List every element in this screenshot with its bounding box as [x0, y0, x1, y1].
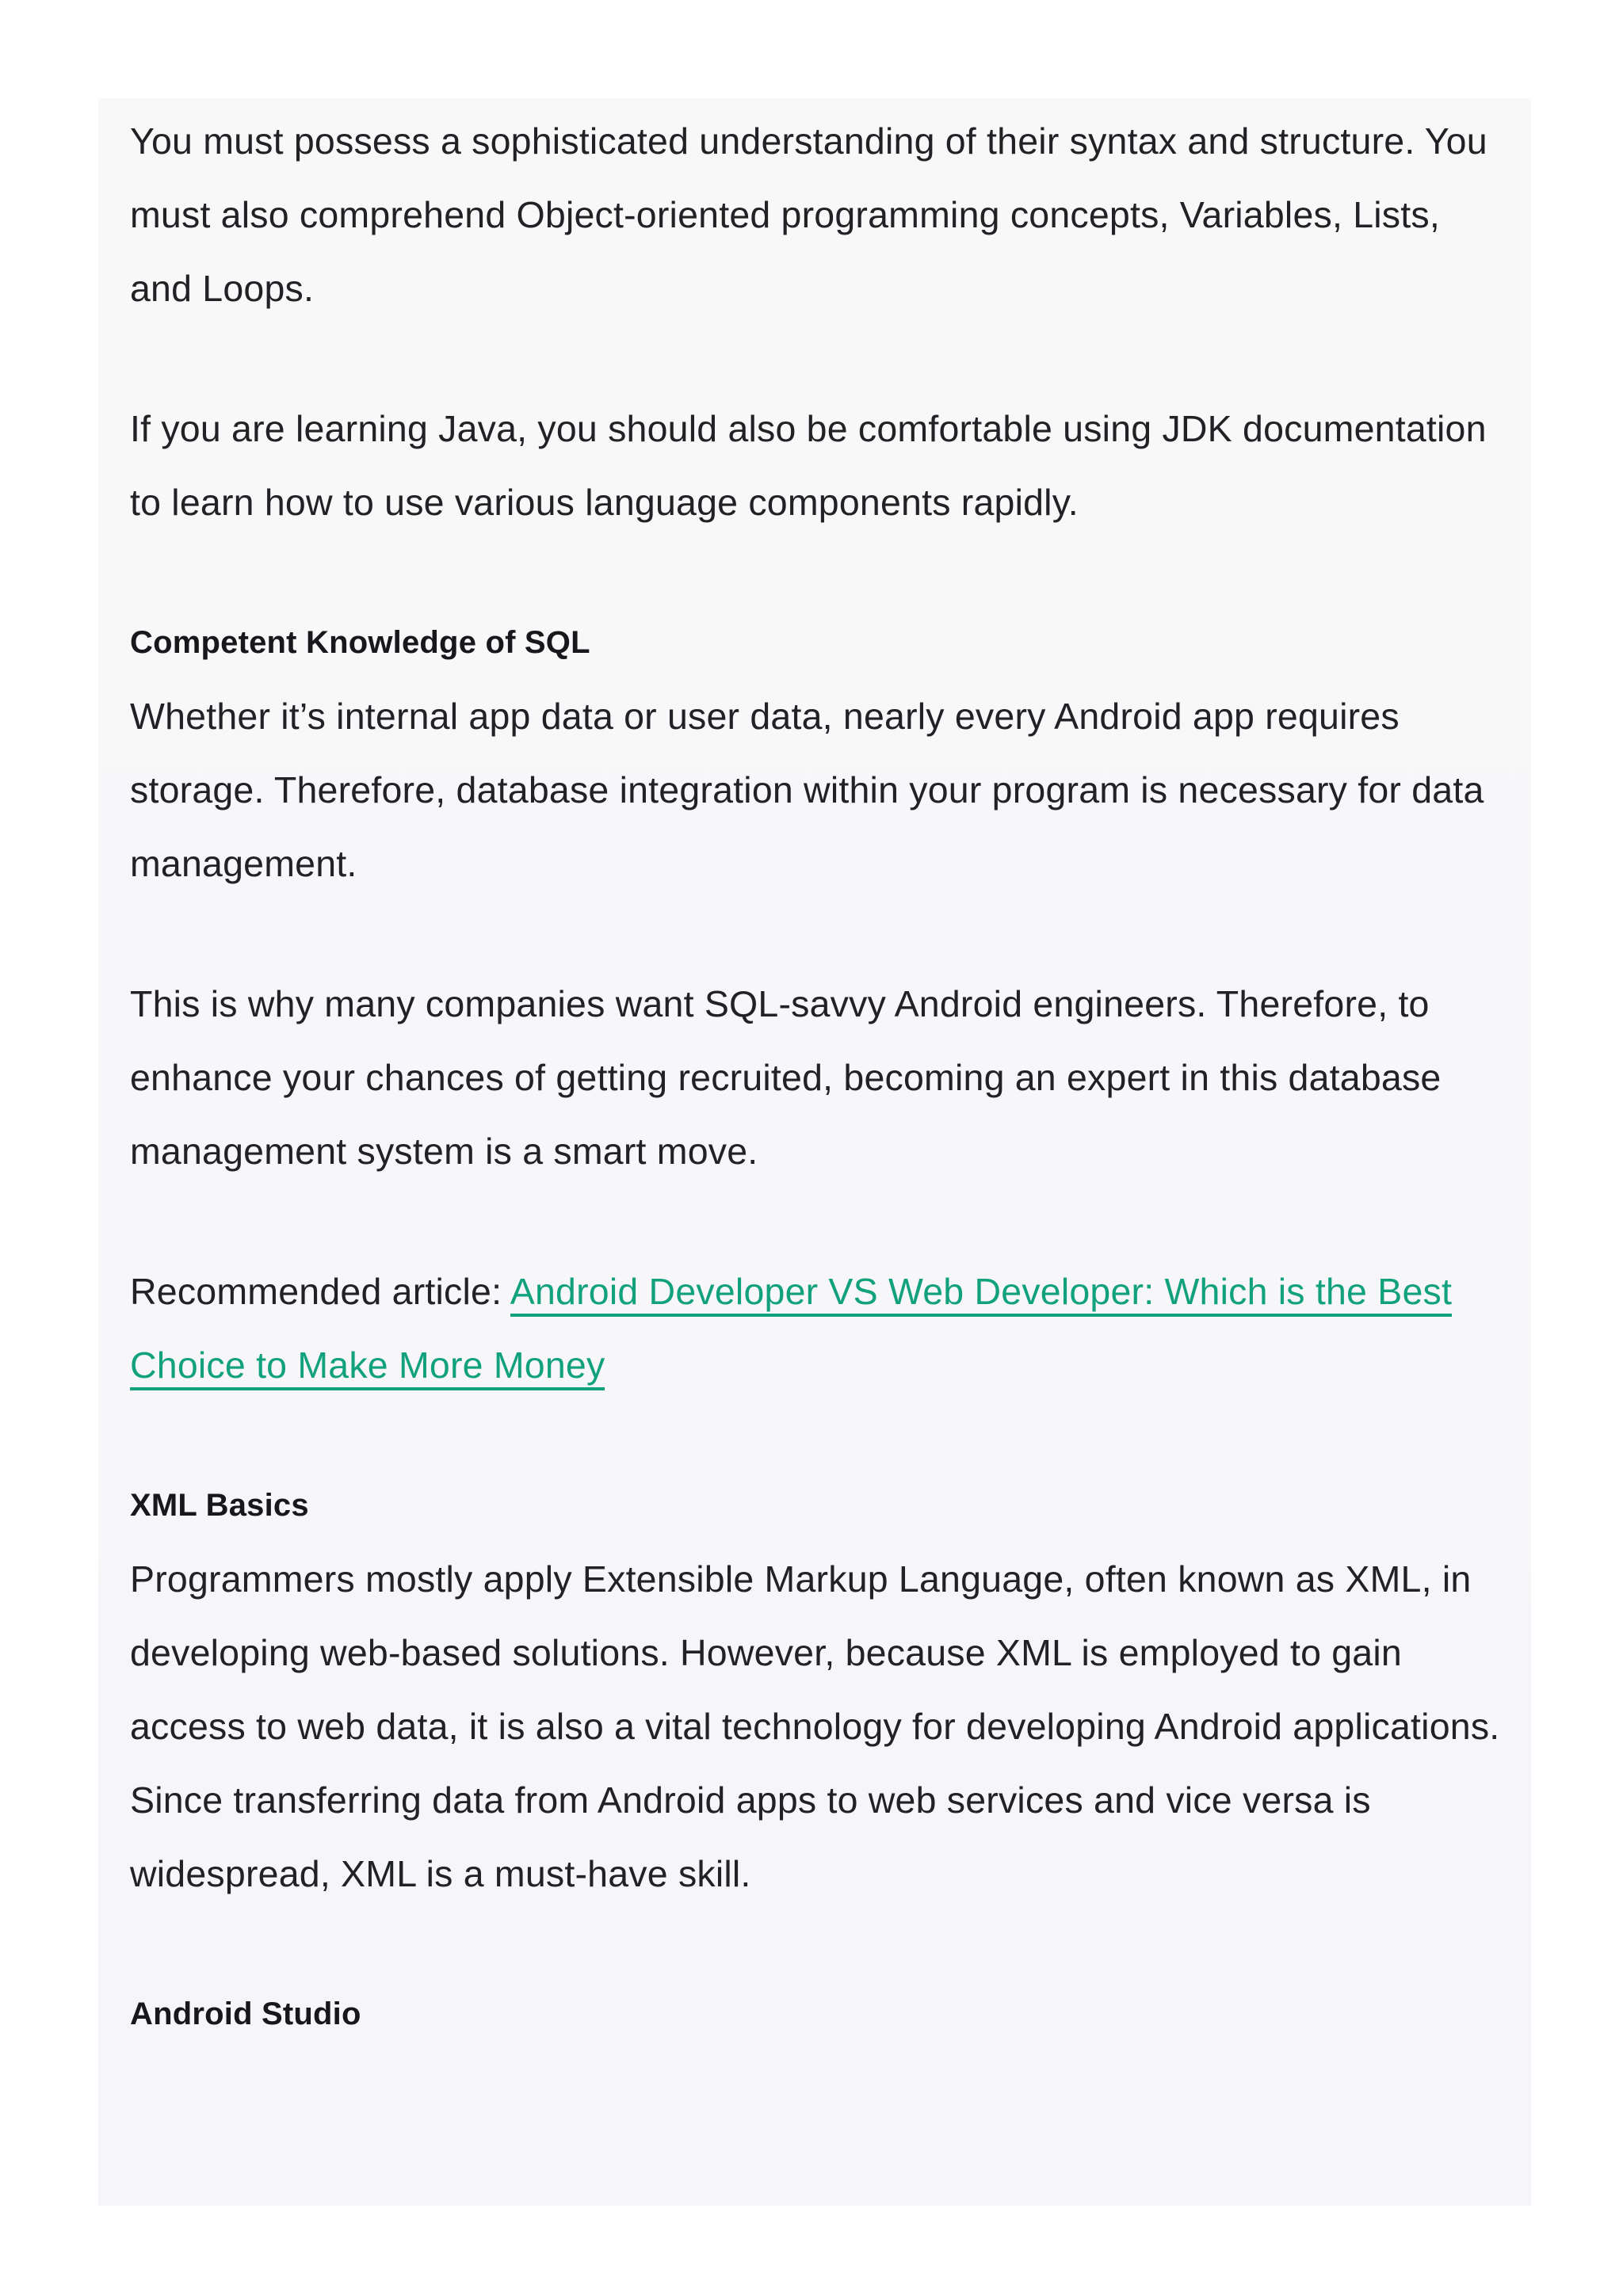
recommended-prefix: Recommended article: [130, 1271, 510, 1312]
intro-paragraph-2: If you are learning Java, you should also be comfortable using JDK documentation to learn how to use various language components rapidly. [130, 408, 1487, 523]
article-content [130, 105, 1509, 2051]
paragraph-spacer [130, 1188, 1509, 1255]
section-heading-sql: Competent Knowledge of SQL [130, 625, 590, 660]
sql-paragraph-2: This is why many companies want SQL-savvy Android engineers. Therefore, to enhance your chances of getting recruited, becoming an expert in this database management system is a smart move. [130, 983, 1442, 1172]
xml-paragraph-1: Programmers mostly apply Extensible Markup Language, often known as XML, in developing web-based solutions. However, because XML is employed to gain access to web data, it is also a vital technology for developing Android applications. Since transferring data from Android apps to web services and vice versa is widespread, XML is a must-have skill. [130, 1558, 1500, 1894]
section-spacer [130, 1911, 1509, 1978]
intro-paragraph-1: You must possess a sophisticated understanding of their syntax and structure. You must also comprehend Object-oriented programming concepts, Variables, Lists, and Loops. [130, 120, 1487, 309]
section-spacer [130, 1402, 1509, 1469]
section-heading-android-studio: Android Studio [130, 1997, 361, 2031]
paragraph-spacer [130, 901, 1509, 967]
paragraph-spacer [130, 326, 1509, 392]
recommended-article-link[interactable]: Android Developer VS Web Developer: Which is the Best Choice to Make More Money [130, 1271, 1452, 1390]
recommended-article [130, 1255, 1509, 1402]
section-heading-xml: XML Basics [130, 1488, 309, 1523]
section-spacer [130, 540, 1509, 606]
sql-paragraph-1: Whether it’s internal app data or user data, nearly every Android app requires storage. Therefore, database integration within your program is necessary for data management. [130, 696, 1484, 884]
